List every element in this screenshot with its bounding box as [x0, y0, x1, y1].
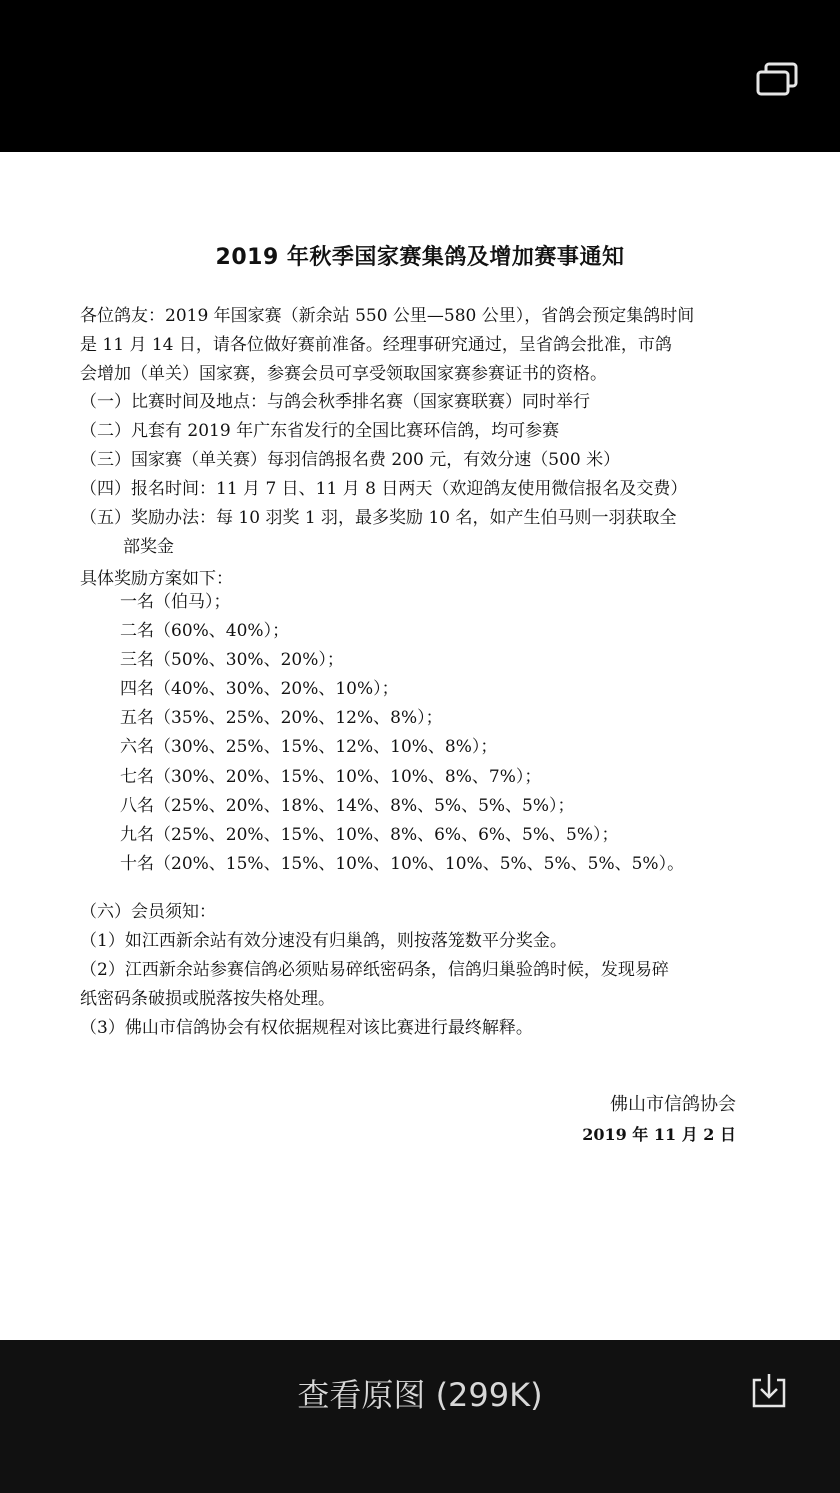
multi-window-button[interactable]: [752, 58, 802, 102]
award-item: 十名（20%、15%、15%、10%、10%、10%、5%、5%、5%、5%）。: [120, 853, 685, 874]
bottom-bar: [0, 1340, 840, 1493]
signature-org: 佛山市信鸽协会: [610, 1094, 736, 1115]
clause-item: （五）奖励办法：每 10 羽奖 1 羽，最多奖励 10 名，如产生伯马则一羽获取全: [80, 508, 677, 528]
award-item: 九名（25%、20%、15%、10%、8%、6%、6%、5%、5%）；: [120, 824, 619, 845]
notes-heading: （六）会员须知：: [80, 902, 216, 922]
note-item: （3）佛山市信鸽协会有权依据规程对该比赛进行最终解释。: [80, 1018, 533, 1038]
award-item: 八名（25%、20%、18%、14%、8%、5%、5%、5%）；: [120, 795, 575, 816]
note-item: （2）江西新余站参赛信鸽必须贴易碎纸密码条，信鸽归巢验鸽时候，发现易碎: [80, 960, 669, 980]
note-item-continued: 纸密码条破损或脱落按失格处理。: [80, 989, 335, 1009]
signature-block: [582, 1090, 736, 1150]
intro-paragraph: [80, 302, 770, 389]
intro-line: 会增加（单关）国家赛，参赛会员可享受领取国家赛参赛证书的资格。: [80, 364, 607, 384]
signature-date: 2019 年 11 月 2 日: [582, 1125, 736, 1144]
intro-line: 各位鸽友：2019 年国家赛（新余站 550 公里—580 公里），省鸽会预定集鸽时间: [80, 306, 695, 326]
intro-line: 是 11 月 14 日，请各位做好赛前准备。经理事研究通过，呈省鸽会批准，市鸽: [80, 335, 672, 355]
top-bar: [0, 0, 840, 152]
download-icon: [748, 1370, 790, 1412]
clause-item: （四）报名时间：11 月 7 日、11 月 8 日两天（欢迎鸽友使用微信报名及交费）: [80, 479, 688, 499]
award-item: 七名（30%、20%、15%、10%、10%、8%、7%）；: [120, 766, 542, 787]
award-plan-heading: 具体奖励方案如下：: [80, 569, 233, 589]
award-item: 五名（35%、25%、20%、12%、8%）；: [120, 708, 443, 729]
clause-item: （一）比赛时间及地点：与鸽会秋季排名赛（国家赛联赛）同时举行: [80, 392, 590, 412]
download-button[interactable]: [748, 1370, 790, 1412]
clause-item-continued: 部奖金: [123, 537, 174, 557]
multi-window-icon: [752, 58, 802, 102]
document-image: [0, 152, 840, 1340]
award-item: 三名（50%、30%、20%）；: [120, 650, 344, 671]
award-item: 六名（30%、25%、15%、12%、10%、8%）；: [120, 737, 498, 758]
clause-list: [80, 388, 770, 562]
member-notes: [80, 898, 770, 1043]
award-item: 一名（伯马）；: [120, 592, 231, 612]
clause-item: （二）凡套有 2019 年广东省发行的全国比赛环信鸽，均可参赛: [80, 421, 560, 441]
view-original-button[interactable]: 查看原图 (299K): [297, 1376, 543, 1414]
award-item: 二名（60%、40%）；: [120, 621, 290, 642]
award-item: 四名（40%、30%、20%、10%）；: [120, 679, 399, 700]
clause-item: （三）国家赛（单关赛）每羽信鸽报名费 200 元，有效分速（500 米）: [80, 450, 621, 470]
note-item: （1）如江西新余站有效分速没有归巢鸽，则按落笼数平分奖金。: [80, 931, 567, 951]
document-title: 2019 年秋季国家赛集鸽及增加赛事通知: [215, 245, 625, 270]
award-list: [120, 588, 684, 879]
